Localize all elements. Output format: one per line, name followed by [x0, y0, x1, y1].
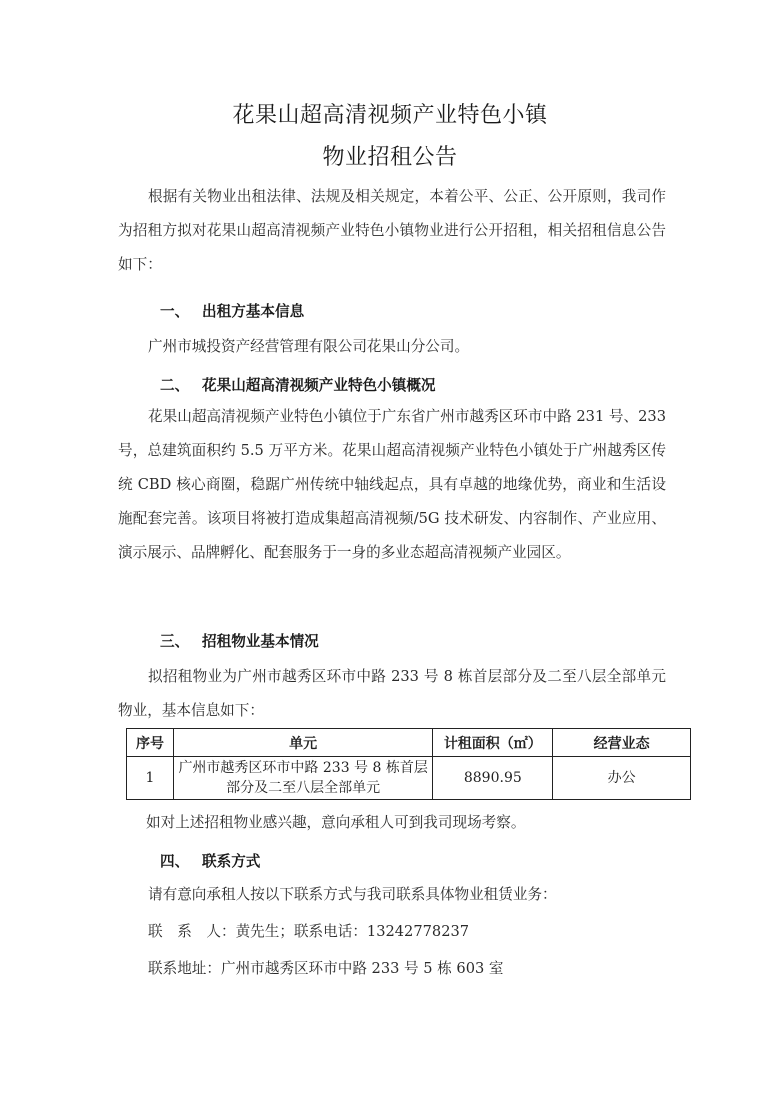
section-3-heading — [160, 630, 319, 651]
table-header-unit: 单元 — [173, 729, 432, 757]
section-4-heading — [160, 850, 260, 871]
table-header-usage: 经营业态 — [553, 729, 691, 757]
document-title-line1: 花果山超高清视频产业特色小镇 — [232, 103, 548, 128]
section-2-number: 二、 — [160, 377, 190, 394]
table-cell-usage: 办公 — [553, 757, 691, 800]
intro-paragraph: 根据有关物业出租法律、法规及相关规定，本着公平、公正、公开原则，我司作为招租方拟对花果山超高清视频产业特色小镇物业进行公开招租，相关招租信息公告如下： — [118, 188, 666, 273]
contact-address-line: 联系地址：广州市越秀区环市中路 233 号 5 栋 603 室 — [148, 960, 504, 977]
section-1-body: 广州市城投资产经营管理有限公司花果山分公司。 — [148, 338, 470, 355]
section-1-number: 一、 — [160, 303, 190, 320]
section-4-title: 联系方式 — [202, 853, 261, 870]
contact-person-line: 联 系 人：黄先生；联系电话：13242778237 — [148, 923, 470, 940]
table-header-area: 计租面积（㎡） — [433, 729, 553, 757]
property-info-table — [126, 728, 691, 800]
section-2-title: 花果山超高清视频产业特色小镇概况 — [202, 377, 436, 394]
section-2-heading — [160, 374, 436, 395]
section-3-number: 三、 — [160, 633, 190, 650]
table-cell-unit: 广州市越秀区环市中路 233 号 8 栋首层部分及二至八层全部单元 — [173, 757, 432, 800]
section-1-title: 出租方基本信息 — [202, 303, 305, 320]
section-4-body: 请有意向承租人按以下联系方式与我司联系具体物业租赁业务： — [148, 886, 557, 903]
document-title-line2: 物业招租公告 — [322, 145, 458, 170]
table-header-row — [127, 729, 691, 757]
table-row — [127, 757, 691, 800]
table-cell-index: 1 — [127, 757, 174, 800]
table-cell-area: 8890.95 — [433, 757, 553, 800]
section-2-body: 花果山超高清视频产业特色小镇位于广东省广州市越秀区环市中路 231 号、233 号，总建筑面积约 5.5 万平方米。花果山超高清视频产业特色小镇处于广州越秀区传统 CBD 核心商圈，稳踞广州传统中轴线起点，具有卓越的地缘优势，商业和生活设施配套完善。该项目将被打造成集超高清视频/5G 技术研发、内容制作、产业应用、演示展示、品牌孵化、配套服务于一身的多业态超高清视频产业园区。 — [118, 408, 666, 561]
section-3-note: 如对上述招租物业感兴趣，意向承租人可到我司现场考察。 — [146, 814, 526, 831]
table-header-index: 序号 — [127, 729, 174, 757]
section-1-heading — [160, 300, 304, 321]
section-3-title: 招租物业基本情况 — [202, 633, 319, 650]
section-3-body: 拟招租物业为广州市越秀区环市中路 233 号 8 栋首层部分及二至八层全部单元物业，基本信息如下： — [118, 668, 666, 719]
section-4-number: 四、 — [160, 853, 190, 870]
